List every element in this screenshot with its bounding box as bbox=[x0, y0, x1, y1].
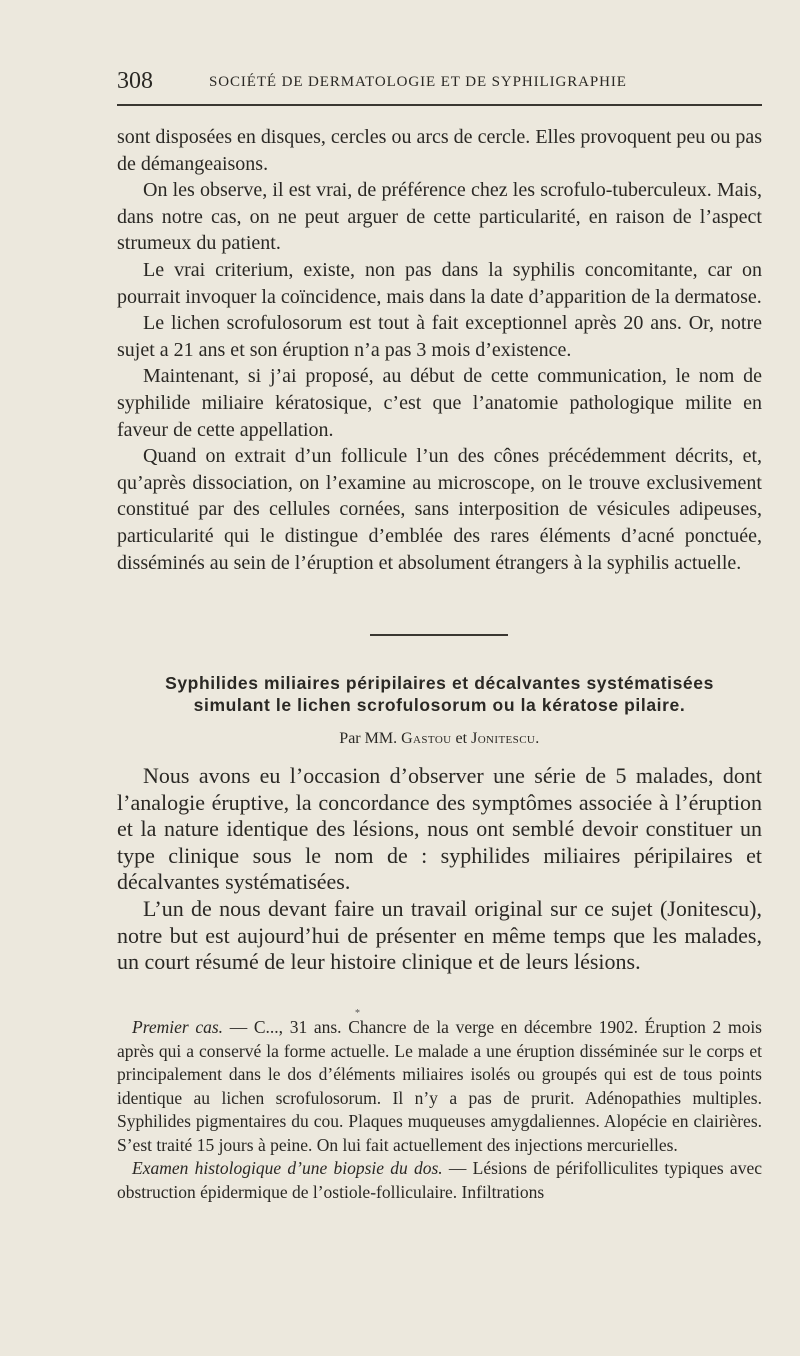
section-divider bbox=[370, 634, 508, 636]
header-rule bbox=[117, 104, 762, 106]
page-number: 308 bbox=[117, 68, 153, 94]
paragraph: sont disposées en disques, cercles ou arcs de cercle. Elles provoquent peu ou pas de démangeaisons. bbox=[117, 126, 762, 175]
paragraph: Le vrai criterium, existe, non pas dans la syphilis concomitante, car on pourrait invoquer la coïncidence, mais dans la date d’apparition de la dermatose. bbox=[117, 258, 762, 308]
exam-text: — Lésions de périfolliculites typiques avec obstruction épidermique de l’ostiole-folliculaire. Infiltrations bbox=[117, 1158, 762, 1202]
paragraph: L’un de nous devant faire un travail original sur ce sujet (Jonitescu), notre but est aujourd’hui de présenter en même temps que les malades, un court résumé de leur histoire clinique et de leurs lésions. bbox=[117, 895, 762, 975]
paragraph: Nous avons eu l’occasion d’observer une série de 5 malades, dont l’analogie éruptive, la concordance des symptômes associée à l’éruption et la nature identique des lésions, nous ont semblé devoir constituer un type clinique sous le nom de : syphilides miliaires péripilaires et décalvantes systématisées. bbox=[117, 763, 762, 895]
running-head: SOCIÉTÉ DE DERMATOLOGIE ET DE SYPHILIGRAPHIE bbox=[209, 74, 627, 90]
article-intro bbox=[117, 763, 762, 976]
authors-prefix: Par MM. bbox=[339, 730, 398, 747]
asterisk-mark: * bbox=[355, 1008, 360, 1019]
author-name: Jonitescu. bbox=[471, 730, 540, 747]
case-text: — C..., 31 ans. Chancre de la verge en décembre 1902. Éruption 2 mois après qui a conservé la forme actuelle. Le malade a une éruption disséminée sur le corps et principalement dans le dos d’éléments miliaires isolés ou groupés qui est de tous points identique au lichen scrofulosorum. Il n’y a pas de prurit. Adénopathies multiples. Syphilides pigmentaires du cou. Plaques muqueuses amygdaliennes. Alopécie en clairières. S’est traité 15 jours à peine. On lui fait actuellement des injections mercurielles. bbox=[117, 1017, 762, 1155]
authors-conjunction: et bbox=[455, 730, 468, 747]
paragraph: Quand on extrait d’un follicule l’un des cônes précédemment décrits, et, qu’après dissociation, on l’examine au microscope, on le trouve exclusivement constitué par des cellules cornées, sans interposition de vésicules adipeuses, particularité qui le distingue d’emblée des rares éléments d’acné ponctuée, disséminés au sein de l’éruption et absolument étrangers à la syphilis actuelle. bbox=[117, 445, 762, 574]
case-label: Premier cas. bbox=[132, 1017, 224, 1037]
author-name: Gastou bbox=[401, 730, 452, 747]
case-report bbox=[117, 1016, 762, 1204]
continued-text-section bbox=[117, 124, 762, 576]
exam-label: Examen histologique d’une biopsie du dos. bbox=[132, 1158, 443, 1178]
article-title-line: simulant le lichen scrofulosorum ou la kératose pilaire. bbox=[193, 695, 686, 715]
article-title bbox=[117, 672, 762, 716]
article-title-line: Syphilides miliaires péripilaires et décalvantes systématisées bbox=[165, 673, 714, 693]
paragraph: Maintenant, si j’ai proposé, au début de cette communication, le nom de syphilide miliaire kératosique, c’est que l’anatomie pathologique milite en faveur de cette appellation. bbox=[117, 365, 762, 441]
article-authors bbox=[117, 728, 762, 750]
exam-paragraph bbox=[117, 1157, 762, 1204]
paragraph: On les observe, il est vrai, de préférence chez les scrofulo-tuberculeux. Mais, dans notre cas, on ne peut arguer de cette particularité, en raison de l’aspect strumeux du patient. bbox=[117, 179, 762, 255]
paragraph: Le lichen scrofulosorum est tout à fait exceptionnel après 20 ans. Or, notre sujet a 21 ans et son éruption n’a pas 3 mois d’existence. bbox=[117, 312, 762, 361]
page-header bbox=[117, 66, 762, 96]
case-paragraph bbox=[117, 1016, 762, 1157]
